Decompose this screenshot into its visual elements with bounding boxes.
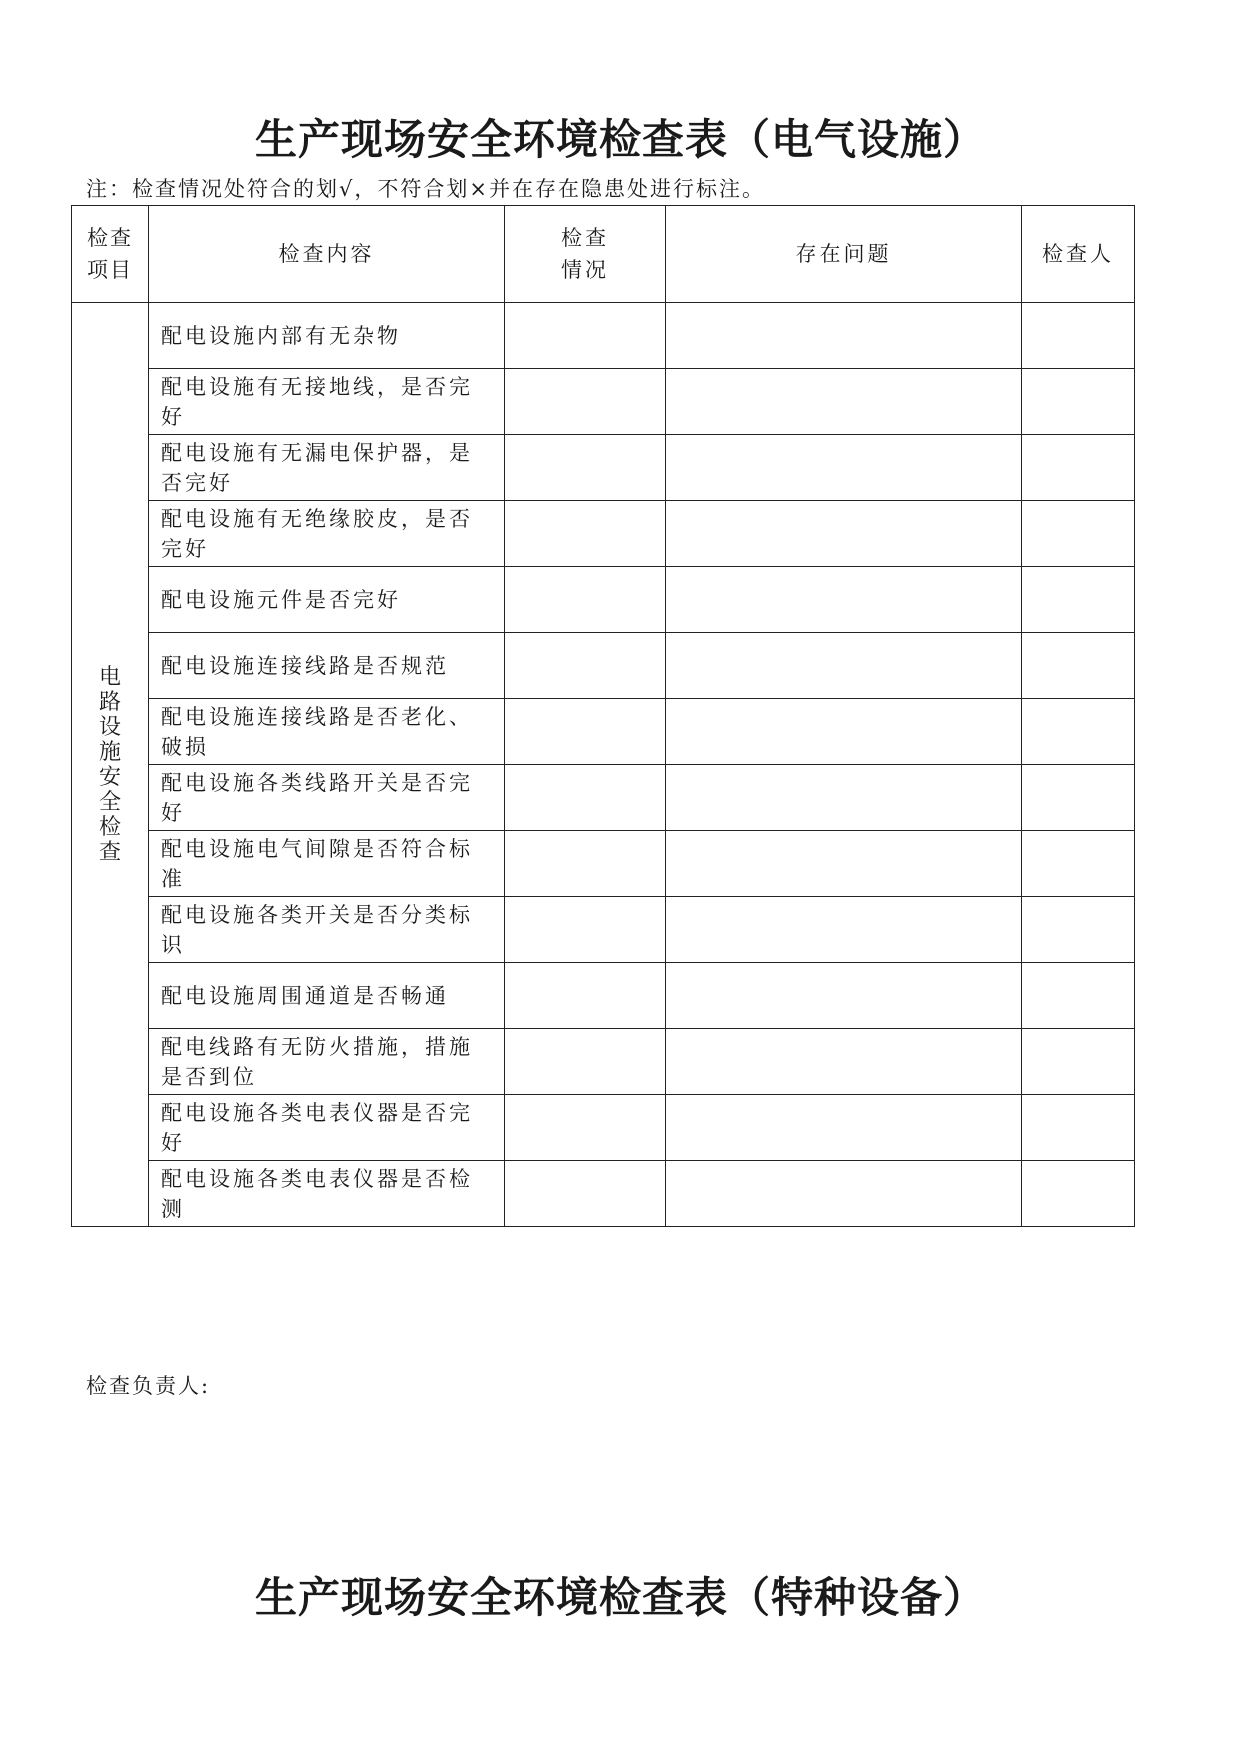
check-item: 配电设施连接线路是否规范 [149, 633, 505, 699]
table-row [72, 369, 1135, 435]
check-item: 配电设施周围通道是否畅通 [149, 963, 505, 1029]
table-row [72, 1161, 1135, 1227]
status-cell[interactable] [505, 1161, 666, 1227]
check-item: 配电设施有无绝缘胶皮，是否完好 [149, 501, 505, 567]
table-row [72, 1095, 1135, 1161]
category-label: 电路设施安全检查 [98, 664, 121, 865]
inspector-cell[interactable] [1022, 897, 1135, 963]
status-cell[interactable] [505, 831, 666, 897]
table-row [72, 303, 1135, 369]
status-cell[interactable] [505, 633, 666, 699]
check-item: 配电设施元件是否完好 [149, 567, 505, 633]
header-status: 检查情况 [505, 206, 666, 303]
header-content: 检查内容 [149, 206, 505, 303]
table-row [72, 1029, 1135, 1095]
issues-cell[interactable] [666, 435, 1022, 501]
table-row [72, 765, 1135, 831]
check-item: 配电设施各类电表仪器是否检测 [149, 1161, 505, 1227]
header-item: 检查项目 [72, 206, 149, 303]
issues-cell[interactable] [666, 633, 1022, 699]
inspector-cell[interactable] [1022, 1029, 1135, 1095]
inspector-cell[interactable] [1022, 435, 1135, 501]
issues-cell[interactable] [666, 897, 1022, 963]
status-cell[interactable] [505, 303, 666, 369]
check-item: 配电设施连接线路是否老化、破损 [149, 699, 505, 765]
issues-cell[interactable] [666, 369, 1022, 435]
table-row [72, 963, 1135, 1029]
next-page-title: 生产现场安全环境检查表（特种设备） [254, 1573, 986, 1622]
page-title: 生产现场安全环境检查表（电气设施） [254, 115, 986, 164]
issues-cell[interactable] [666, 567, 1022, 633]
issues-cell[interactable] [666, 1161, 1022, 1227]
table-row [72, 567, 1135, 633]
table-row [72, 897, 1135, 963]
table-row [72, 501, 1135, 567]
check-item: 配电设施电气间隙是否符合标准 [149, 831, 505, 897]
header-inspector: 检查人 [1022, 206, 1135, 303]
status-cell[interactable] [505, 567, 666, 633]
check-item: 配电线路有无防火措施，措施是否到位 [149, 1029, 505, 1095]
inspector-cell[interactable] [1022, 1161, 1135, 1227]
inspector-cell[interactable] [1022, 567, 1135, 633]
inspector-cell[interactable] [1022, 831, 1135, 897]
inspector-cell[interactable] [1022, 963, 1135, 1029]
inspector-cell[interactable] [1022, 501, 1135, 567]
issues-cell[interactable] [666, 699, 1022, 765]
status-cell[interactable] [505, 435, 666, 501]
category-cell [72, 303, 149, 1227]
status-cell[interactable] [505, 1029, 666, 1095]
inspector-cell[interactable] [1022, 765, 1135, 831]
issues-cell[interactable] [666, 1029, 1022, 1095]
inspector-cell[interactable] [1022, 699, 1135, 765]
table-row [72, 699, 1135, 765]
inspector-cell[interactable] [1022, 369, 1135, 435]
check-item: 配电设施内部有无杂物 [149, 303, 505, 369]
check-item: 配电设施有无漏电保护器，是否完好 [149, 435, 505, 501]
status-cell[interactable] [505, 765, 666, 831]
header-row [72, 206, 1135, 303]
check-item: 配电设施各类线路开关是否完好 [149, 765, 505, 831]
status-cell[interactable] [505, 501, 666, 567]
inspector-cell[interactable] [1022, 633, 1135, 699]
inspection-table [71, 205, 1135, 1227]
table-row [72, 831, 1135, 897]
inspector-cell[interactable] [1022, 1095, 1135, 1161]
status-cell[interactable] [505, 369, 666, 435]
status-cell[interactable] [505, 699, 666, 765]
check-item: 配电设施有无接地线，是否完好 [149, 369, 505, 435]
issues-cell[interactable] [666, 1095, 1022, 1161]
status-cell[interactable] [505, 897, 666, 963]
check-item: 配电设施各类开关是否分类标识 [149, 897, 505, 963]
issues-cell[interactable] [666, 831, 1022, 897]
issues-cell[interactable] [666, 765, 1022, 831]
check-item: 配电设施各类电表仪器是否完好 [149, 1095, 505, 1161]
issues-cell[interactable] [666, 303, 1022, 369]
issues-cell[interactable] [666, 501, 1022, 567]
header-issues: 存在问题 [666, 206, 1022, 303]
issues-cell[interactable] [666, 963, 1022, 1029]
signoff-label: 检查负责人: [86, 1374, 211, 1398]
status-cell[interactable] [505, 1095, 666, 1161]
inspector-cell[interactable] [1022, 303, 1135, 369]
instruction-note: 注：检查情况处符合的划√，不符合划×并在存在隐患处进行标注。 [86, 177, 765, 201]
table-row [72, 435, 1135, 501]
status-cell[interactable] [505, 963, 666, 1029]
table-row [72, 633, 1135, 699]
